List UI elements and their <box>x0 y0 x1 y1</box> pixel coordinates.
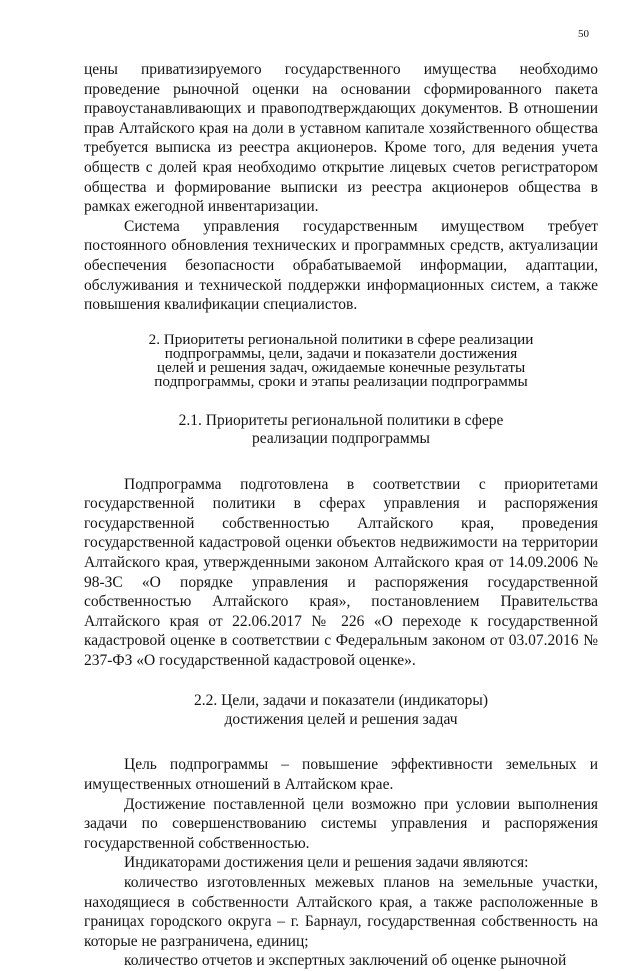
intro-paragraph-1: цены приватизируемого государственного имущества необходимо проведение рыночной оценки на основании сформированного пакета правоустанавливающих и правоподтверждающих документов. В отношении прав Алтайского края на доли в уставном капитале хозяйственного общества требуется выписка из реестра акционеров. Кроме того, для ведения учета обществ с долей края необходимо открытие лицевых счетов регистратором общества и формирование выписки из реестра акционеров общества в рамках ежегодной инвентаризации. <box>84 61 598 216</box>
indicators-intro-paragraph: Индикаторами достижения цели и решения задачи являются: <box>124 854 529 872</box>
page-number: 50 <box>578 28 589 40</box>
subsection-heading-line: достижения целей и решения задач <box>224 711 458 729</box>
section-heading-line: 2. Приоритеты региональной политики в сфере реализации <box>148 330 534 348</box>
subsection-heading-2-1 <box>84 412 598 448</box>
section-heading <box>84 330 598 391</box>
indicator-paragraph-2: количество отчетов и экспертных заключений об оценке рыночной <box>124 952 567 970</box>
intro-paragraph-2: Система управления государственным имуществом требует постоянного обновления технических и программных средств, актуализации обеспечения безопасности обрабатываемой информации, адаптации, обслуживания и технической поддержки информационных систем, а также повышения квалификации специалистов. <box>84 217 598 314</box>
document-body <box>84 60 598 971</box>
subsection-heading-line: 2.1. Приоритеты региональной политики в сфере <box>178 411 504 429</box>
subsection-heading-line: реализации подпрограммы <box>252 429 430 447</box>
goal-paragraph: Цель подпрограммы – повышение эффективности земельных и имущественных отношений в Алтайском крае. <box>84 756 598 794</box>
achievement-paragraph: Достижение поставленной цели возможно при условии выполнения задачи по совершенствованию системы управления и распоряжения государственной собственностью. <box>84 795 598 852</box>
section-heading-line: целей и решения задач, ожидаемые конечные результаты <box>156 359 526 377</box>
section-heading-line: подпрограммы, сроки и этапы реализации подпрограммы <box>154 373 528 391</box>
subsection-heading-2-2 <box>84 691 598 729</box>
indicator-paragraph-1: количество изготовленных межевых планов на земельные участки, находящиеся в собственности Алтайского края, а также расположенные в границах городского округа – г. Барнаул, государственная собственность на которые не разграничена, единиц; <box>84 874 598 950</box>
section-heading-line: подпрограммы, цели, задачи и показатели достижения <box>164 344 518 362</box>
subsection-heading-line: 2.2. Цели, задачи и показатели (индикаторы) <box>194 692 488 710</box>
paragraph-2-1: Подпрограмма подготовлена в соответствии с приоритетами государственной политики в сферах управления и распоряжения государственной собственностью Алтайского края, проведения государственной кадастровой оценки объектов недвижимости на территории Алтайского края, утвержденными законом Алтайского края от 14.09.2006 № 98-ЗС «О порядке управления и распоряжения государственной собственностью Алтайского края», постановлением Правительства Алтайского края от 22.06.2017 № 226 «О переходе к государственной кадастровой оценке в соответствии с Федеральным законом от 03.07.2016 № 237-ФЗ «О государственной кадастровой оценке». <box>84 475 598 669</box>
